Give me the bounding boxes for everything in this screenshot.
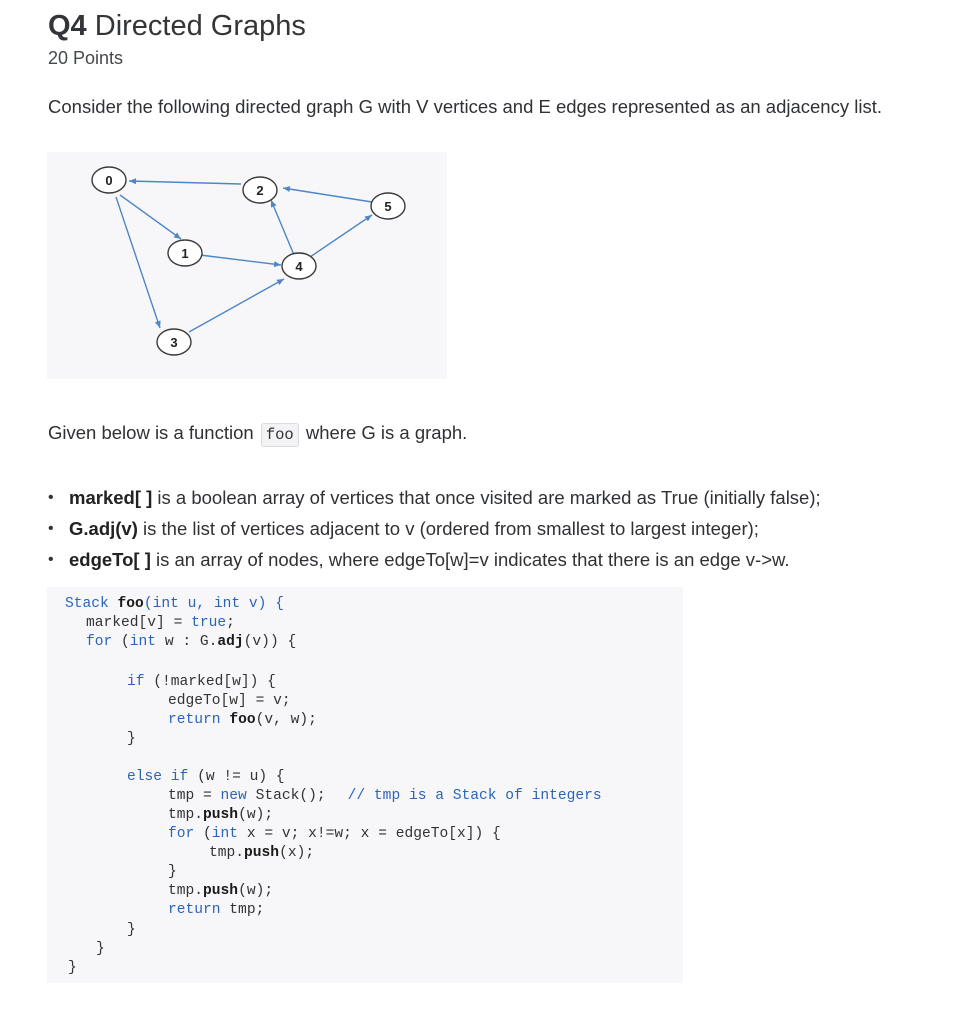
code-line: Stack foo(int u, int v) { bbox=[65, 596, 284, 612]
code-line: } bbox=[127, 922, 136, 938]
definition-term: edgeTo[ ] bbox=[69, 549, 151, 570]
edge-2-0 bbox=[129, 181, 241, 184]
code-line: } bbox=[68, 960, 77, 976]
node-label-3: 3 bbox=[170, 335, 178, 350]
question-points: 20 Points bbox=[48, 48, 124, 68]
definition-item-adj bbox=[48, 513, 821, 544]
code-line: tmp.push(w); bbox=[168, 883, 274, 899]
edge-4-5 bbox=[310, 215, 372, 257]
code-line: else if (w != u) { bbox=[127, 769, 285, 785]
question-title-text: Directed Graphs bbox=[86, 10, 306, 42]
code-line: } bbox=[96, 941, 105, 957]
definition-text: is an array of nodes, where edgeTo[w]=v indicates that there is an edge v->w. bbox=[150, 549, 790, 570]
definition-item-edgeto bbox=[48, 544, 821, 575]
question-number: Q4 bbox=[48, 10, 87, 42]
node-label-0: 0 bbox=[105, 173, 113, 188]
definition-text: is the list of vertices adjacent to v (ordered from smallest to largest integer); bbox=[137, 518, 759, 539]
edge-5-2 bbox=[283, 188, 372, 202]
code-line: for (int w : G.adj(v)) { bbox=[86, 634, 297, 650]
code-line: edgeTo[w] = v; bbox=[168, 693, 291, 709]
definition-term: G.adj(v) bbox=[69, 518, 138, 539]
inline-code-foo: foo bbox=[261, 423, 299, 447]
given-text-after: where G is a graph. bbox=[300, 422, 468, 443]
code-line: tmp = new Stack(); // tmp is a Stack of integers bbox=[168, 788, 602, 804]
code-line: if (!marked[w]) { bbox=[127, 674, 276, 690]
code-line: return tmp; bbox=[168, 902, 265, 918]
node-3 bbox=[157, 329, 191, 355]
node-0 bbox=[92, 167, 126, 193]
code-line: } bbox=[127, 731, 136, 747]
code-line: marked[v] = true; bbox=[86, 615, 235, 631]
graph-figure bbox=[47, 152, 447, 379]
node-label-2: 2 bbox=[256, 183, 264, 198]
code-line: return foo(v, w); bbox=[168, 712, 317, 728]
code-line: for (int x = v; x!=w; x = edgeTo[x]) { bbox=[168, 826, 501, 842]
node-1 bbox=[168, 240, 202, 266]
code-comment: // tmp is a Stack of integers bbox=[347, 788, 602, 804]
edge-0-3 bbox=[116, 197, 160, 328]
node-5 bbox=[371, 193, 405, 219]
intro-paragraph: Consider the following directed graph G with V vertices and E edges represented as an adjacency list. bbox=[48, 96, 882, 117]
code-line: tmp.push(x); bbox=[209, 845, 315, 861]
code-block bbox=[47, 587, 683, 983]
node-label-4: 4 bbox=[295, 259, 303, 274]
definition-item-marked bbox=[48, 482, 821, 513]
edge-0-1 bbox=[120, 195, 181, 239]
question-title bbox=[48, 10, 306, 43]
definition-list bbox=[48, 482, 821, 575]
code-line: } bbox=[168, 864, 177, 880]
node-4 bbox=[282, 253, 316, 279]
node-label-1: 1 bbox=[181, 246, 189, 261]
definition-text: is a boolean array of vertices that once visited are marked as True (initially false); bbox=[152, 487, 821, 508]
given-text-before: Given below is a function bbox=[48, 422, 259, 443]
edge-3-4 bbox=[189, 279, 284, 332]
given-sentence bbox=[48, 422, 467, 447]
node-2 bbox=[243, 177, 277, 203]
edge-1-4 bbox=[200, 255, 281, 265]
node-label-5: 5 bbox=[384, 199, 392, 214]
code-line: tmp.push(w); bbox=[168, 807, 274, 823]
edge-4-2 bbox=[271, 200, 294, 255]
graph-svg bbox=[47, 152, 447, 379]
definition-term: marked[ ] bbox=[69, 487, 153, 508]
